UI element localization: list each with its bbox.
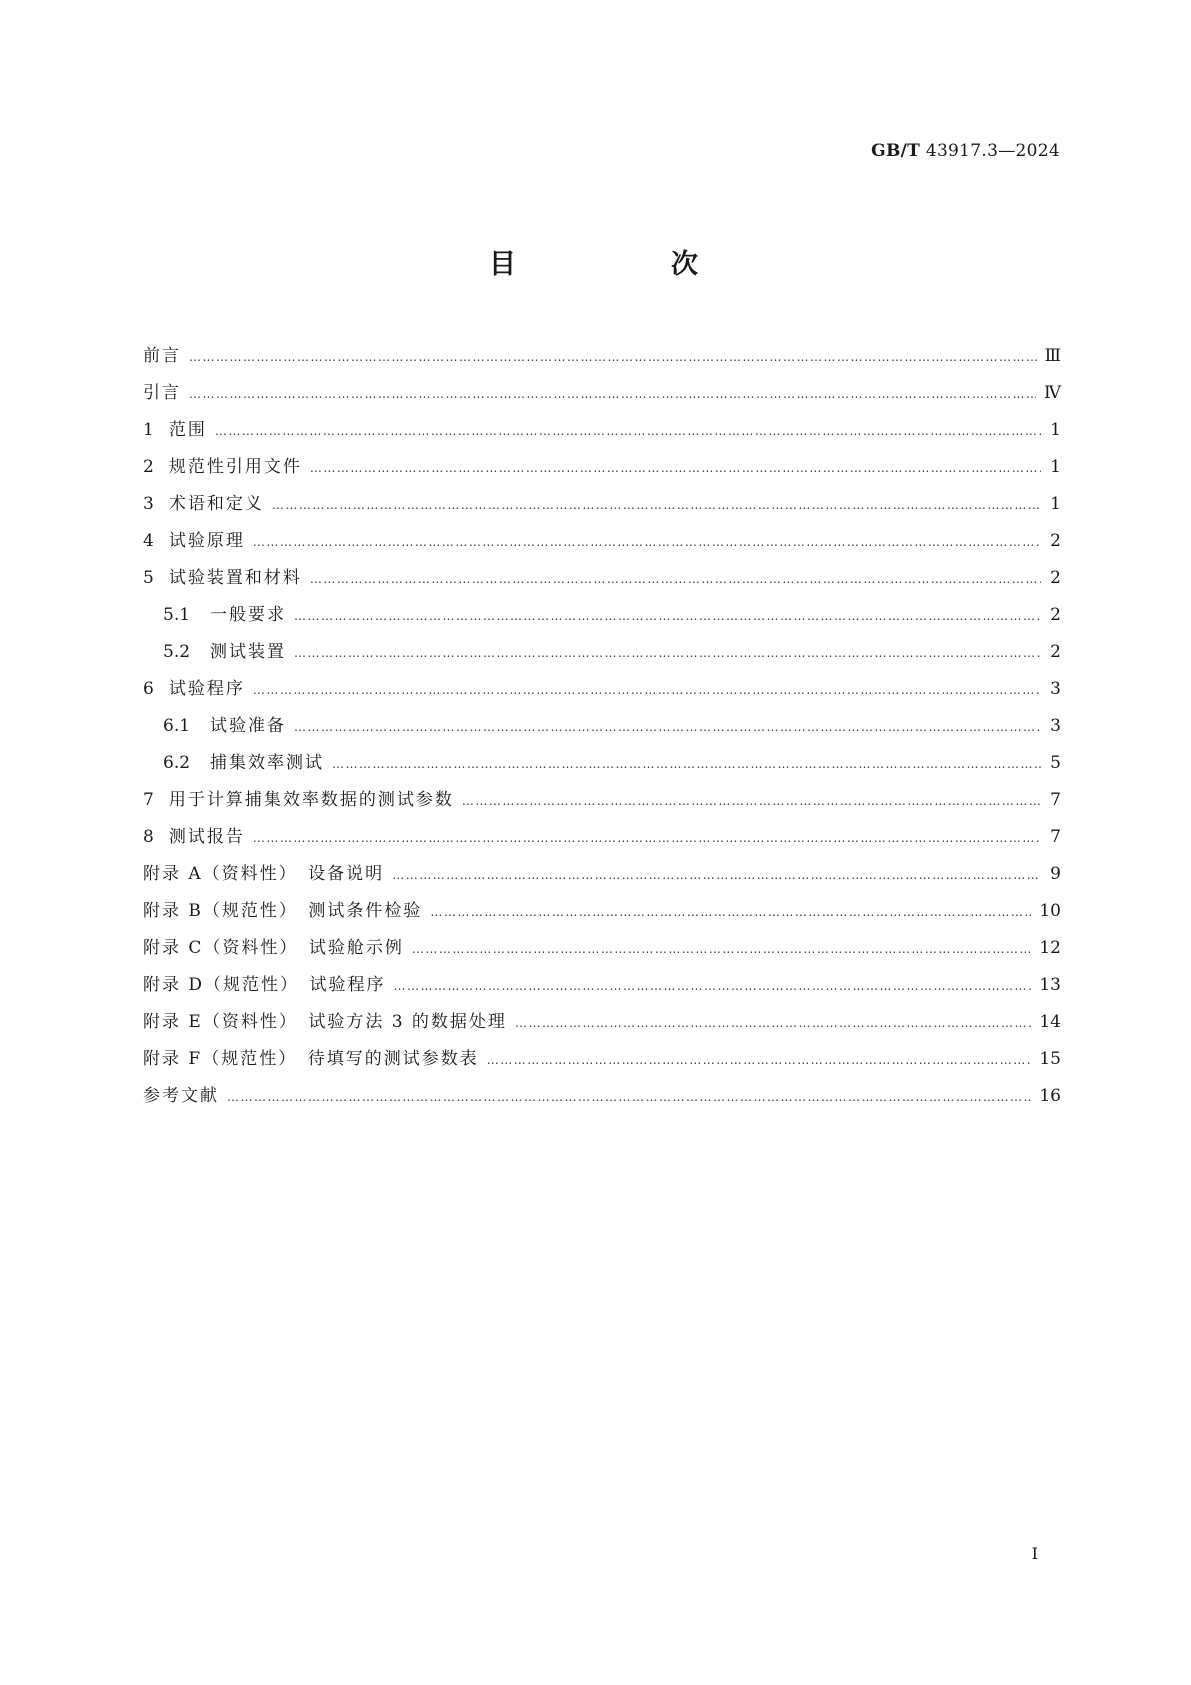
toc-entry-page: 2 [1050, 568, 1061, 588]
toc-entry-number: 6.2 [163, 753, 191, 773]
toc-dot-leader [394, 968, 1032, 1005]
toc-entry-page: 5 [1050, 753, 1061, 773]
toc-entry-page: 3 [1050, 679, 1061, 699]
toc-dot-leader [310, 561, 1041, 598]
toc-entry-number: 4 [143, 531, 154, 551]
toc-entry-label: 附录 D（规范性） 试验程序 [143, 975, 386, 995]
document-code [871, 141, 1060, 161]
toc-entry-number: 7 [143, 790, 154, 810]
toc-entry[interactable] [143, 634, 1061, 671]
toc-dot-leader [294, 635, 1041, 672]
toc-entry-number: 3 [143, 494, 154, 514]
toc-entry-label: 试验程序 [168, 679, 245, 699]
toc-entry-number: 8 [143, 827, 154, 847]
toc-dot-leader [189, 339, 1037, 376]
toc-entry-page: 2 [1050, 531, 1061, 551]
toc-entry-label: 附录 B（规范性） 测试条件检验 [143, 901, 423, 921]
toc-entry-label: 用于计算捕集效率数据的测试参数 [168, 790, 454, 810]
toc-entry-page: 3 [1050, 716, 1061, 736]
toc-entry-label: 参考文献 [143, 1086, 219, 1106]
toc-entry-page: 10 [1039, 901, 1061, 921]
toc-entry[interactable] [143, 560, 1061, 597]
toc-entry[interactable] [143, 745, 1061, 782]
toc-entry-label: 规范性引用文件 [168, 457, 302, 477]
toc-entry[interactable] [143, 449, 1061, 486]
toc-dot-leader [310, 450, 1041, 487]
toc-dot-leader [253, 820, 1041, 857]
toc-dot-leader [227, 1079, 1031, 1116]
toc-entry[interactable] [143, 523, 1061, 560]
toc-dot-leader [294, 598, 1041, 635]
toc-entry-number: 6.1 [163, 716, 191, 736]
toc-entry-label: 试验准备 [210, 716, 287, 736]
toc-dot-leader [462, 783, 1041, 820]
toc-dot-leader [253, 524, 1041, 561]
toc-entry[interactable] [143, 1041, 1061, 1078]
toc-entry-label: 试验原理 [168, 531, 245, 551]
toc-dot-leader [189, 376, 1036, 413]
toc-entry[interactable] [143, 967, 1061, 1004]
toc-entry-page: 7 [1050, 827, 1061, 847]
toc-entry-label: 捕集效率测试 [210, 753, 325, 773]
toc-dot-leader [294, 709, 1041, 746]
toc-entry-page: 13 [1039, 975, 1061, 995]
toc-entry-page: 1 [1050, 457, 1061, 477]
toc-entry-label: 附录 A（资料性） 设备说明 [143, 864, 385, 884]
toc-entry-label: 引言 [143, 383, 181, 403]
toc-entry-number: 6 [143, 679, 154, 699]
toc-dot-leader [272, 487, 1041, 524]
toc-dot-leader [430, 894, 1031, 931]
toc-entry-number: 5.2 [163, 642, 191, 662]
toc-entry-number: 2 [143, 457, 154, 477]
toc-entry-page: 1 [1050, 494, 1061, 514]
document-code-prefix: GB/T [871, 141, 921, 161]
toc-entry-page: Ⅳ [1044, 383, 1061, 403]
toc-entry-label: 前言 [143, 346, 181, 366]
toc-entry[interactable] [143, 597, 1061, 634]
toc-entry-page: 2 [1050, 605, 1061, 625]
toc-entry-label: 附录 F（规范性） 待填写的测试参数表 [143, 1049, 479, 1069]
toc-entry[interactable] [143, 1078, 1061, 1115]
toc-entry[interactable] [143, 1004, 1061, 1041]
toc-entry[interactable] [143, 708, 1061, 745]
toc-entry-label: 测试装置 [210, 642, 287, 662]
toc-entry-page: 15 [1039, 1049, 1061, 1069]
toc-entry[interactable] [143, 819, 1061, 856]
toc-dot-leader [487, 1042, 1032, 1079]
toc-entry-page: 16 [1039, 1086, 1061, 1106]
toc-entry-label: 范围 [168, 420, 207, 440]
toc-entry-label: 附录 E（资料性） 试验方法 3 的数据处理 [143, 1012, 507, 1032]
toc-dot-leader [515, 1005, 1031, 1042]
toc-entry-page: 9 [1050, 864, 1061, 884]
toc-entry-number: 5 [143, 568, 154, 588]
toc-dot-leader [332, 746, 1041, 783]
toc-entry-page: 1 [1050, 420, 1061, 440]
toc-entry[interactable] [143, 486, 1061, 523]
document-code-number: 43917.3—2024 [925, 141, 1060, 161]
toc-entry-page: 2 [1050, 642, 1061, 662]
toc-dot-leader [253, 672, 1041, 709]
toc-entry[interactable] [143, 893, 1061, 930]
toc-entry-page: 12 [1039, 938, 1061, 958]
toc-entry-page: 14 [1039, 1012, 1061, 1032]
toc-entry-page: Ⅲ [1044, 346, 1061, 366]
toc-dot-leader [412, 931, 1031, 968]
toc-dot-leader [215, 413, 1041, 450]
toc-entry-number: 1 [143, 420, 154, 440]
toc-entry[interactable] [143, 856, 1061, 893]
toc-title: 目 次 [489, 249, 762, 280]
toc-entry-label: 一般要求 [210, 605, 287, 625]
toc-entry-label: 试验装置和材料 [168, 568, 302, 588]
page-number: Ⅰ [1031, 1544, 1038, 1563]
toc-entry[interactable] [143, 782, 1061, 819]
toc-entry[interactable] [143, 671, 1061, 708]
toc-entry-label: 测试报告 [168, 827, 245, 847]
toc-entry[interactable] [143, 412, 1061, 449]
toc-entry[interactable] [143, 375, 1061, 412]
toc-entry[interactable] [143, 930, 1061, 967]
toc-entry-label: 附录 C（资料性） 试验舱示例 [143, 938, 404, 958]
toc-entry[interactable] [143, 338, 1061, 375]
toc-entry-page: 7 [1050, 790, 1061, 810]
toc-entry-label: 术语和定义 [168, 494, 264, 514]
table-of-contents [143, 338, 1061, 1115]
toc-entry-number: 5.1 [163, 605, 191, 625]
toc-dot-leader [392, 857, 1041, 894]
